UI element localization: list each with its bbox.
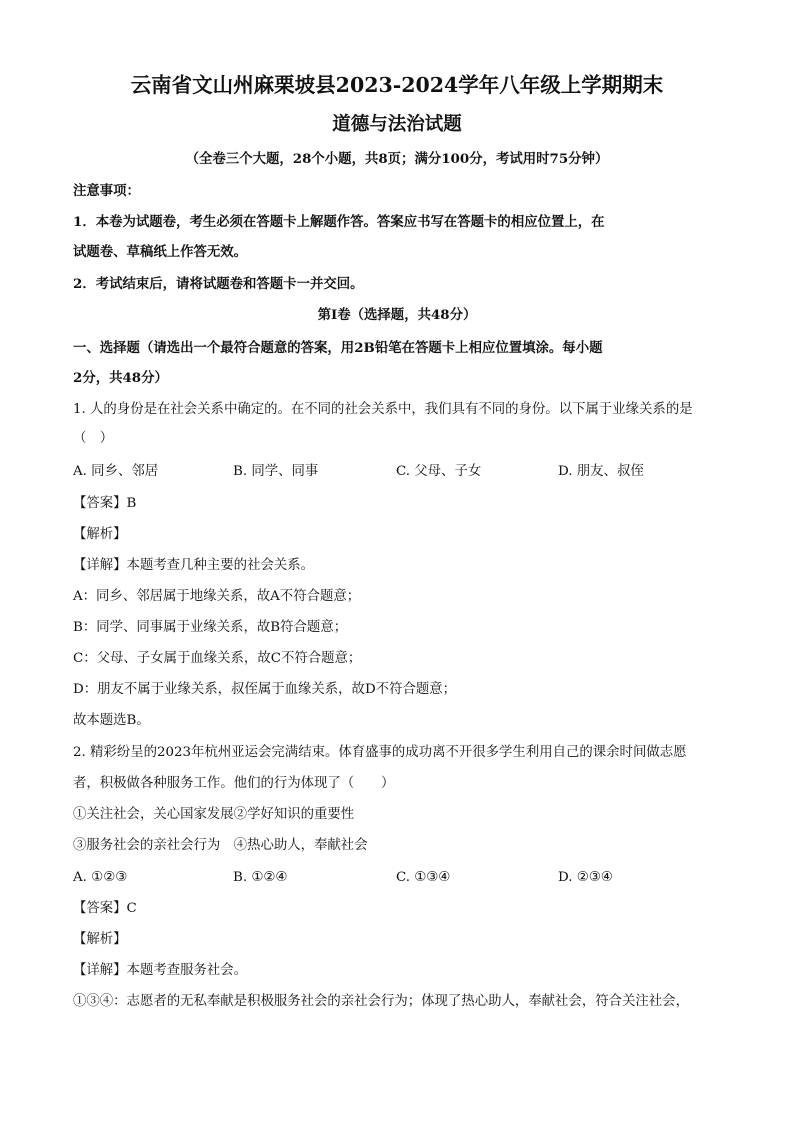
q1-explanation-line: A：同乡、邻居属于地缘关系，故A不符合题意； xyxy=(73,589,361,604)
q2-explanation-line: ①③④：志愿者的无私奉献是积极服务社会的亲社会行为；体现了热心助人，奉献社会，符合关注社会， xyxy=(73,994,689,1009)
notice-heading: 注意事项： xyxy=(73,183,140,199)
q1-explanation-line: B：同学、同事属于业缘关系，故B符合题意； xyxy=(73,620,348,635)
q1-option-d: D. 朋友、叔侄 xyxy=(558,464,644,479)
q1-explanation-line: D：朋友不属于业缘关系，叔侄属于血缘关系，故D不符合题意； xyxy=(73,682,457,697)
section-title: 第Ⅰ卷（选择题，共48分） xyxy=(317,307,477,323)
q2-answer: 【答案】C xyxy=(73,901,137,916)
q1-conclusion: 故本题选B。 xyxy=(73,713,150,728)
q2-choice-line-2: ③服务社会的亲社会行为 ④热心助人，奉献社会 xyxy=(73,838,368,853)
q1-explanation-line: C：父母、子女属于血缘关系，故C不符合题意； xyxy=(73,651,362,666)
exam-info: （全卷三个大题，28个小题，共8页；满分100分，考试用时75分钟） xyxy=(185,151,609,167)
notice-item-1-line-2: 试题卷、草稿纸上作答无效。 xyxy=(73,244,248,260)
section-instruction-line-2: 2分，共48分） xyxy=(73,370,168,386)
q1-stem-line-1: 1. 人的身份是在社会关系中确定的。在不同的社会关系中，我们具有不同的身份。以下属于业缘关系的是 xyxy=(73,402,693,417)
page-title: 云南省文山州麻栗坡县2023-2024学年八年级上学期期末 xyxy=(130,73,664,97)
q1-analysis-label: 【解析】 xyxy=(73,527,127,542)
q2-analysis-label: 【解析】 xyxy=(73,932,127,947)
q2-option-a: A. ①②③ xyxy=(73,870,128,885)
notice-item-1-line-1: 1．本卷为试题卷，考生必须在答题卡上解题作答。答案应书写在答题卡的相应位置上，在 xyxy=(73,214,605,230)
q1-option-a: A. 同乡、邻居 xyxy=(73,464,159,479)
q2-detail: 【详解】本题考查服务社会。 xyxy=(73,963,248,978)
q1-detail: 【详解】本题考查几种主要的社会关系。 xyxy=(73,558,315,573)
q1-answer: 【答案】B xyxy=(73,496,137,511)
q2-option-b: B. ①②④ xyxy=(233,870,288,885)
q2-option-d: D. ②③④ xyxy=(558,870,613,885)
q1-option-c: C. 父母、子女 xyxy=(396,464,482,479)
q2-choice-line-1: ①关注社会，关心国家发展②学好知识的重要性 xyxy=(73,807,355,822)
q2-stem-line-2: 者，积极做各种服务工作。他们的行为体现了（ ） xyxy=(73,776,395,791)
section-instruction-line-1: 一、选择题（请选出一个最符合题意的答案，用2B铅笔在答题卡上相应位置填涂。每小题 xyxy=(73,340,603,356)
q2-option-c: C. ①③④ xyxy=(396,870,451,885)
q1-stem-line-2: （ ） xyxy=(73,431,114,446)
page-subtitle: 道德与法治试题 xyxy=(332,114,462,135)
notice-item-2: 2．考试结束后，请将试题卷和答题卡一并交回。 xyxy=(73,276,364,292)
q1-option-b: B. 同学、同事 xyxy=(233,464,319,479)
q2-stem-line-1: 2. 精彩纷呈的2023年杭州亚运会完满结束。体育盛事的成功离不开很多学生利用自己的课余时间做志愿 xyxy=(73,745,687,760)
